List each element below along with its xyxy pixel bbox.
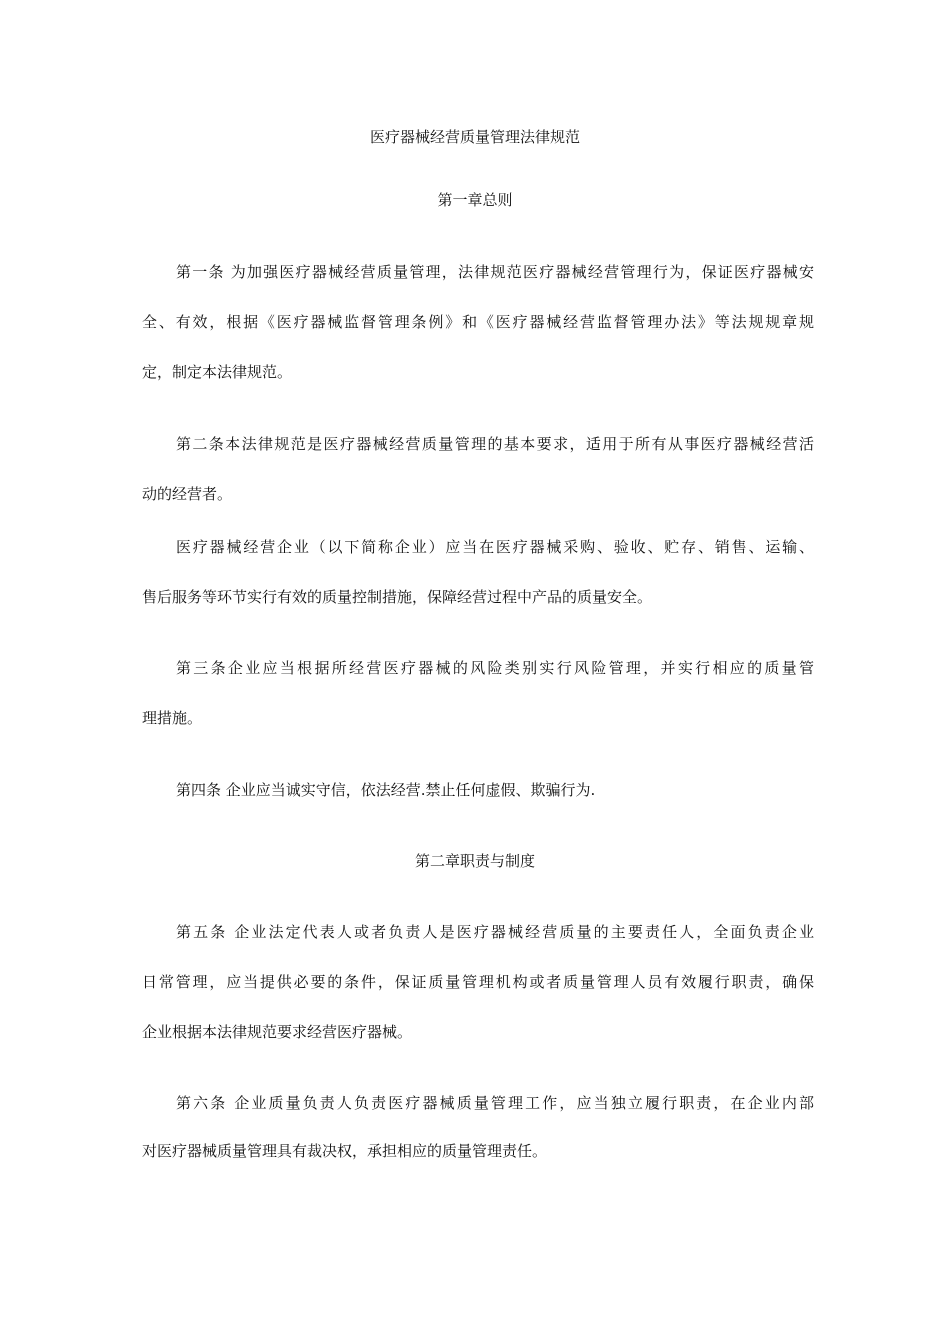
chapter-heading: 第二章职责与制度 xyxy=(414,852,535,870)
article-line: 医疗器械经营企业（以下简称企业）应当在医疗器械采购、验收、贮存、销售、运输、 xyxy=(176,538,814,556)
article-line: 全、有效，根据《医疗器械监督管理条例》和《医疗器械经营监督管理办法》等法规规章规 xyxy=(142,313,814,331)
article-line: 第二条本法律规范是医疗器械经营质量管理的基本要求，适用于所有从事医疗器械经营活 xyxy=(176,435,814,453)
article-line: 理措施。 xyxy=(142,709,203,727)
article-line: 第一条 为加强医疗器械经营质量管理，法律规范医疗器械经营管理行为，保证医疗器械安 xyxy=(176,263,814,281)
article-line: 企业根据本法律规范要求经营医疗器械。 xyxy=(142,1023,413,1041)
article-line: 第六条 企业质量负责人负责医疗器械质量管理工作，应当独立履行职责，在企业内部 xyxy=(176,1094,814,1112)
article-line: 第三条企业应当根据所经营医疗器械的风险类别实行风险管理，并实行相应的质量管 xyxy=(176,659,814,677)
article-line: 售后服务等环节实行有效的质量控制措施，保障经营过程中产品的质量安全。 xyxy=(142,588,653,606)
chapter-heading: 第一章总则 xyxy=(437,191,513,209)
document-title: 医疗器械经营质量管理法律规范 xyxy=(369,128,580,146)
article-line: 动的经营者。 xyxy=(142,485,233,503)
article-line: 日常管理，应当提供必要的条件，保证质量管理机构或者质量管理人员有效履行职责，确保 xyxy=(142,973,814,991)
article-line: 第五条 企业法定代表人或者负责人是医疗器械经营质量的主要责任人，全面负责企业 xyxy=(176,923,814,941)
article-line: 第四条 企业应当诚实守信，依法经营.禁止任何虚假、欺骗行为. xyxy=(176,781,596,799)
article-line: 对医疗器械质量管理具有裁决权，承担相应的质量管理责任。 xyxy=(142,1142,548,1160)
article-line: 定，制定本法律规范。 xyxy=(142,363,293,381)
